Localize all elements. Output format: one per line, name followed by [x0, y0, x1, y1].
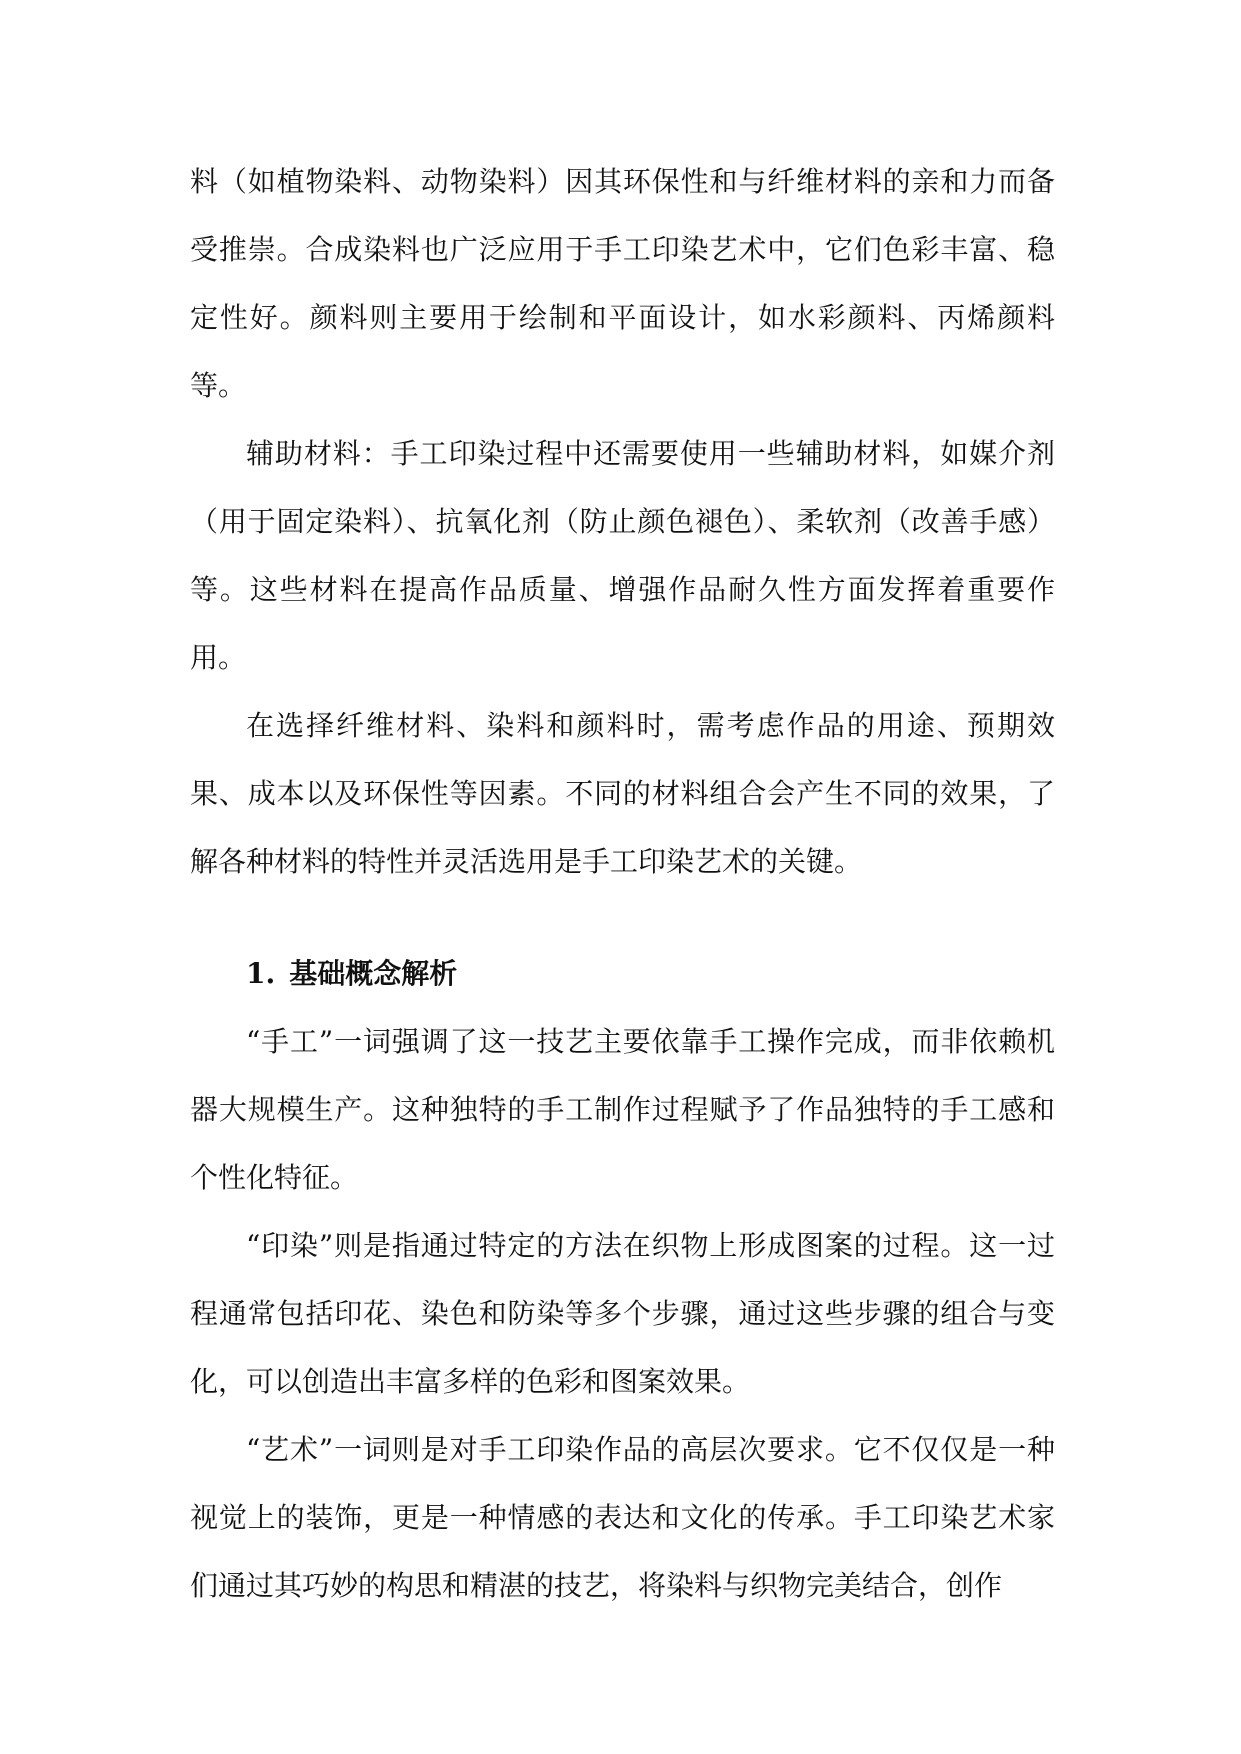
section-number: 1. [246, 957, 276, 990]
paragraph-material-selection: 在选择纤维材料、染料和颜料时，需考虑作品的用途、预期效果、成本以及环保性等因素。不同的材料组合会产生不同的效果，了解各种材料的特性并灵活选用是手工印染艺术的关键。 [190, 709, 1055, 878]
page-body [190, 148, 1055, 1620]
paragraph-auxiliary-materials: 辅助材料：手工印染过程中还需要使用一些辅助材料，如媒介剂（用于固定染料）、抗氧化剂（防止颜色褪色）、柔软剂（改善手感）等。这些材料在提高作品质量、增强作品耐久性方面发挥着重要作用。 [190, 437, 1055, 674]
paragraph-handcraft: “手工”一词强调了这一技艺主要依靠手工操作完成，而非依赖机器大规模生产。这种独特的手工制作过程赋予了作品独特的手工感和个性化特征。 [190, 1025, 1055, 1194]
section-title: 基础概念解析 [289, 957, 458, 990]
paragraph-printing-dyeing: “印染”则是指通过特定的方法在织物上形成图案的过程。这一过程通常包括印花、染色和防染等多个步骤，通过这些步骤的组合与变化，可以创造出丰富多样的色彩和图案效果。 [190, 1229, 1055, 1398]
paragraph-art: “艺术”一词则是对手工印染作品的高层次要求。它不仅仅是一种视觉上的装饰，更是一种情感的表达和文化的传承。手工印染艺术家们通过其巧妙的构思和精湛的技艺，将染料与织物完美结合，创作 [190, 1433, 1055, 1602]
paragraph-dyes-continued: 料（如植物染料、动物染料）因其环保性和与纤维材料的亲和力而备受推崇。合成染料也广泛应用于手工印染艺术中，它们色彩丰富、稳定性好。颜料则主要用于绘制和平面设计，如水彩颜料、丙烯颜料等。 [190, 165, 1055, 402]
section-heading [190, 940, 1055, 1008]
